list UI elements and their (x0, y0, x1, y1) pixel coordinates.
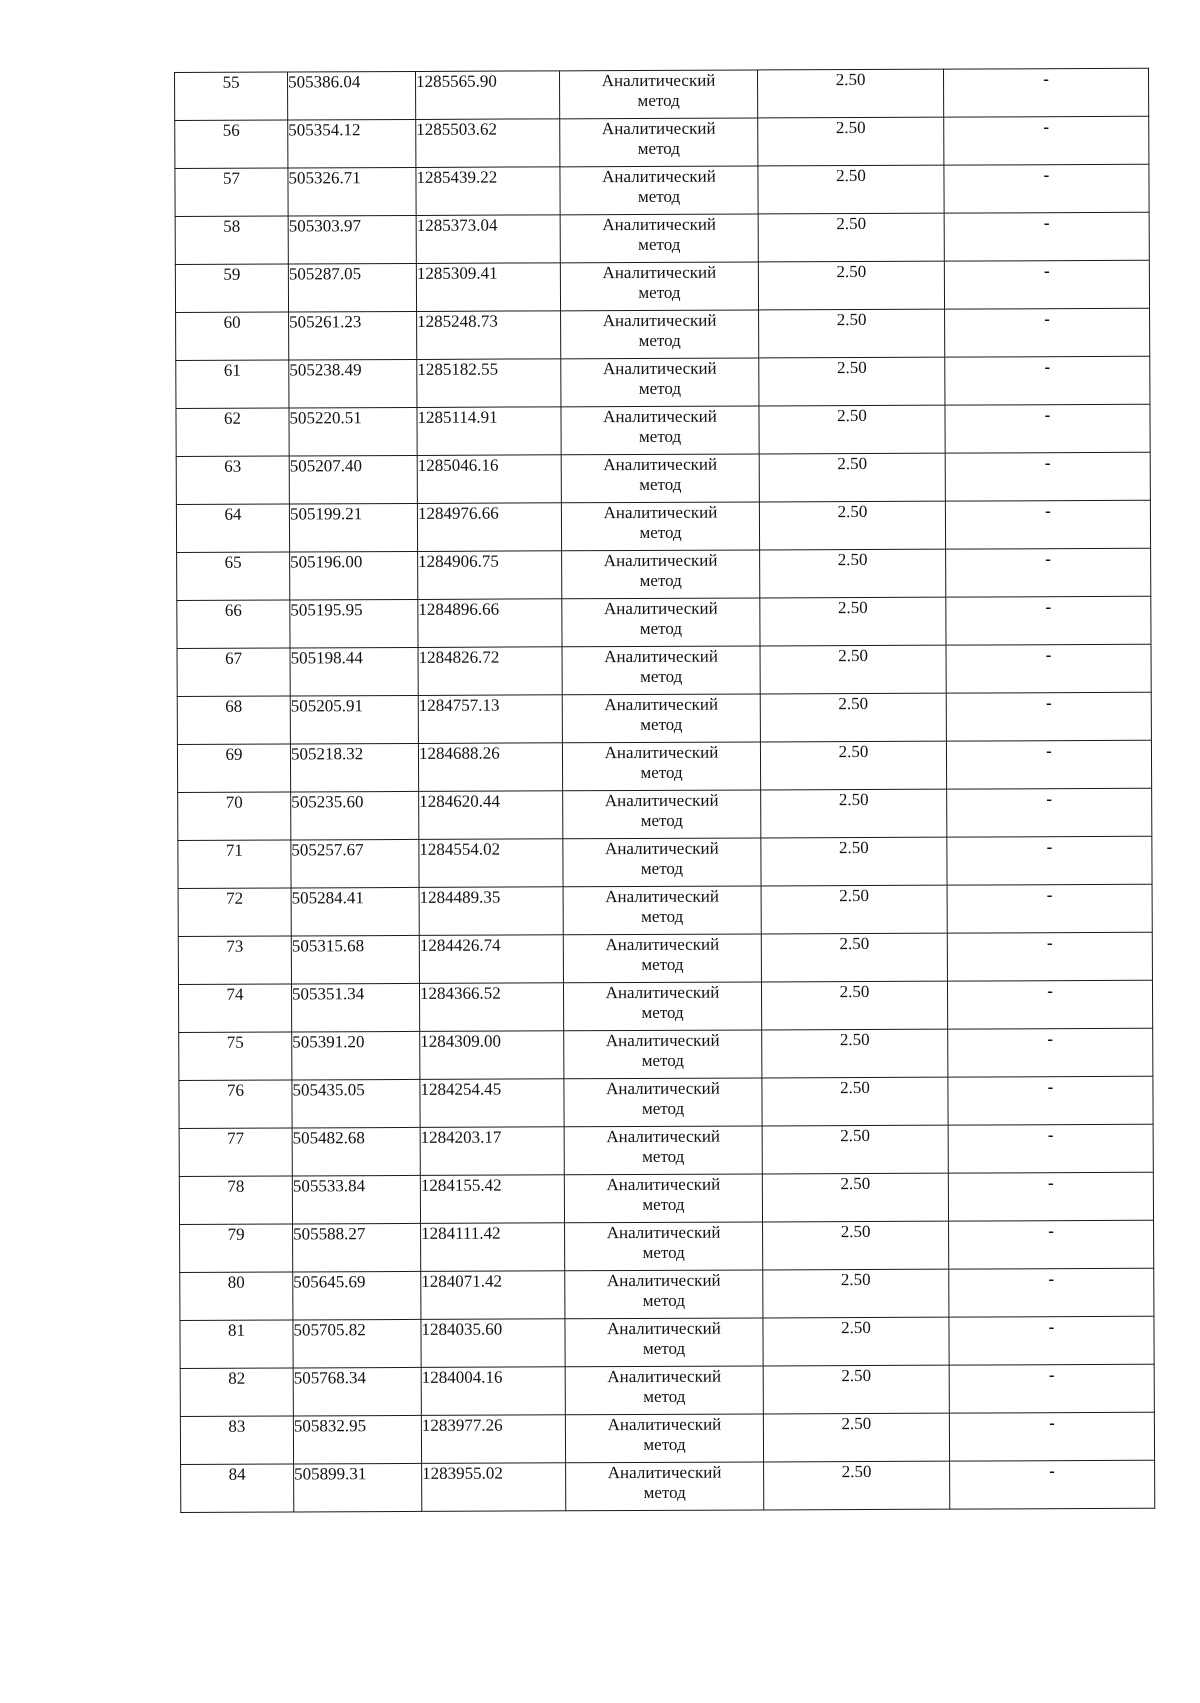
table-row (175, 116, 1149, 168)
method-line-2: метод (639, 570, 682, 590)
point-number-cell: 82 (180, 1368, 293, 1416)
x-coordinate-cell: 505326.71 (288, 167, 416, 216)
method-line-1: Аналитический (604, 790, 719, 811)
note-cell: - (949, 1268, 1154, 1317)
y-coordinate-cell: 1284489.35 (419, 887, 563, 936)
x-coordinate-cell: 505220.51 (289, 407, 417, 456)
method-line-1: Аналитический (601, 118, 716, 139)
y-coordinate-cell: 1283977.26 (421, 1415, 565, 1464)
point-number-cell: 84 (181, 1464, 294, 1512)
accuracy-cell: 2.50 (760, 549, 946, 598)
table-row (175, 68, 1149, 120)
accuracy-cell: 2.50 (761, 837, 947, 886)
table-row (178, 788, 1152, 840)
note-cell: - (947, 836, 1152, 885)
y-coordinate-cell: 1284155.42 (420, 1175, 564, 1224)
method-cell (560, 214, 758, 263)
table-row (176, 404, 1150, 456)
table-row (179, 1028, 1153, 1080)
y-coordinate-cell: 1284035.60 (421, 1319, 565, 1368)
method-line-2: метод (638, 234, 681, 254)
point-number-cell: 63 (176, 456, 289, 504)
method-cell (563, 934, 761, 983)
note-cell: - (947, 932, 1152, 981)
x-coordinate-cell: 505482.68 (292, 1127, 420, 1176)
table-row (179, 1076, 1153, 1128)
y-coordinate-cell: 1284071.42 (421, 1271, 565, 1320)
x-coordinate-cell: 505198.44 (290, 647, 418, 696)
x-coordinate-cell: 505257.67 (291, 839, 419, 888)
point-number-cell: 57 (175, 168, 288, 216)
accuracy-cell: 2.50 (760, 741, 946, 790)
method-line-1: Аналитический (603, 550, 718, 571)
method-line-1: Аналитический (606, 1270, 721, 1291)
note-cell: - (944, 116, 1149, 165)
method-cell (561, 310, 759, 359)
table-row (175, 260, 1149, 312)
method-cell (560, 166, 758, 215)
note-cell: - (946, 548, 1151, 597)
table-row (181, 1460, 1155, 1512)
y-coordinate-cell: 1285248.73 (417, 311, 561, 360)
accuracy-cell: 2.50 (759, 453, 945, 502)
method-cell (561, 454, 759, 503)
note-cell: - (949, 1220, 1154, 1269)
method-line-1: Аналитический (607, 1318, 721, 1339)
method-line-1: Аналитический (603, 406, 717, 427)
coordinates-table-body (175, 68, 1155, 1512)
note-cell: - (948, 1028, 1153, 1077)
method-line-2: метод (637, 138, 680, 158)
note-cell: - (944, 164, 1149, 213)
x-coordinate-cell: 505218.32 (290, 743, 418, 792)
method-cell (564, 1030, 762, 1079)
x-coordinate-cell: 505351.34 (291, 983, 419, 1032)
point-number-cell: 77 (179, 1128, 292, 1176)
method-line-1: Аналитический (605, 934, 720, 955)
table-row (180, 1316, 1154, 1368)
accuracy-cell: 2.50 (759, 309, 945, 358)
method-cell (562, 742, 760, 791)
method-cell (565, 1222, 763, 1271)
note-cell: - (948, 1076, 1153, 1125)
y-coordinate-cell: 1284976.66 (417, 503, 561, 552)
table-row (179, 1124, 1153, 1176)
point-number-cell: 80 (180, 1272, 293, 1320)
note-cell: - (947, 980, 1152, 1029)
table-row (176, 356, 1150, 408)
y-coordinate-cell: 1284426.74 (419, 935, 563, 984)
method-cell (561, 406, 759, 455)
point-number-cell: 75 (179, 1032, 292, 1080)
method-line-1: Аналитический (603, 454, 718, 475)
method-line-1: Аналитический (606, 1126, 721, 1147)
method-line-1: Аналитический (604, 838, 719, 859)
point-number-cell: 59 (175, 264, 288, 312)
y-coordinate-cell: 1284004.16 (421, 1367, 565, 1416)
accuracy-cell: 2.50 (760, 597, 946, 646)
y-coordinate-cell: 1285309.41 (416, 263, 560, 312)
table-row (177, 548, 1151, 600)
accuracy-cell: 2.50 (758, 117, 944, 166)
point-number-cell: 56 (175, 120, 288, 168)
accuracy-cell: 2.50 (761, 885, 947, 934)
method-cell (565, 1414, 763, 1463)
table-row (177, 692, 1151, 744)
x-coordinate-cell: 505832.95 (293, 1415, 421, 1464)
method-line-2: метод (638, 378, 682, 398)
method-line-2: метод (639, 474, 682, 494)
accuracy-cell: 2.50 (763, 1365, 949, 1414)
x-coordinate-cell: 505391.20 (292, 1031, 420, 1080)
y-coordinate-cell: 1284111.42 (421, 1223, 565, 1272)
method-line-1: Аналитический (604, 694, 719, 715)
method-line-1: Аналитический (605, 886, 719, 907)
table-row (176, 500, 1150, 552)
table-row (177, 644, 1151, 696)
method-line-2: метод (637, 186, 681, 206)
point-number-cell: 72 (178, 888, 291, 936)
table-row (178, 980, 1152, 1032)
method-line-2: метод (643, 1434, 686, 1454)
method-line-1: Аналитический (602, 262, 717, 283)
point-number-cell: 67 (177, 648, 290, 696)
note-cell: - (948, 1172, 1153, 1221)
accuracy-cell: 2.50 (759, 501, 945, 550)
table-row (177, 596, 1151, 648)
method-line-2: метод (641, 954, 684, 974)
note-cell: - (948, 1124, 1153, 1173)
x-coordinate-cell: 505386.04 (288, 71, 416, 120)
method-line-2: метод (640, 762, 683, 782)
note-cell: - (945, 452, 1150, 501)
method-cell (561, 358, 759, 407)
accuracy-cell: 2.50 (760, 645, 946, 694)
method-cell (566, 1462, 764, 1511)
table-row (178, 836, 1152, 888)
method-line-1: Аналитический (606, 1222, 721, 1243)
table-row (175, 212, 1149, 264)
accuracy-cell: 2.50 (761, 933, 947, 982)
table-row (178, 932, 1152, 984)
accuracy-cell: 2.50 (762, 1125, 948, 1174)
x-coordinate-cell: 505533.84 (292, 1175, 420, 1224)
table-row (177, 740, 1151, 792)
note-cell: - (949, 1316, 1154, 1365)
x-coordinate-cell: 505588.27 (293, 1223, 421, 1272)
accuracy-cell: 2.50 (758, 213, 944, 262)
accuracy-cell: 2.50 (762, 1029, 948, 1078)
method-cell (562, 694, 760, 743)
method-line-2: метод (643, 1386, 686, 1406)
x-coordinate-cell: 505899.31 (294, 1463, 422, 1512)
note-cell: - (949, 1364, 1154, 1413)
x-coordinate-cell: 505207.40 (289, 455, 417, 504)
accuracy-cell: 2.50 (761, 981, 947, 1030)
accuracy-cell: 2.50 (760, 693, 946, 742)
method-line-1: Аналитический (601, 70, 716, 91)
method-line-2: метод (641, 1098, 685, 1118)
y-coordinate-cell: 1285046.16 (417, 455, 561, 504)
y-coordinate-cell: 1284366.52 (419, 983, 563, 1032)
point-number-cell: 79 (180, 1224, 293, 1272)
note-cell: - (945, 356, 1150, 405)
method-line-2: метод (638, 282, 681, 302)
method-line-1: Аналитический (602, 310, 717, 331)
y-coordinate-cell: 1284554.02 (419, 839, 563, 888)
note-cell: - (946, 644, 1151, 693)
table-row (180, 1268, 1154, 1320)
x-coordinate-cell: 505354.12 (288, 119, 416, 168)
point-number-cell: 68 (177, 696, 290, 744)
method-line-2: метод (642, 1194, 685, 1214)
method-line-1: Аналитический (602, 214, 717, 235)
point-number-cell: 71 (178, 840, 291, 888)
note-cell: - (945, 404, 1150, 453)
note-cell: - (944, 212, 1149, 261)
accuracy-cell: 2.50 (762, 1173, 948, 1222)
method-cell (565, 1366, 763, 1415)
note-cell: - (947, 884, 1152, 933)
point-number-cell: 69 (177, 744, 290, 792)
note-cell: - (949, 1412, 1154, 1461)
method-cell (563, 982, 761, 1031)
method-line-2: метод (640, 714, 683, 734)
point-number-cell: 64 (176, 504, 289, 552)
y-coordinate-cell: 1284203.17 (420, 1127, 564, 1176)
y-coordinate-cell: 1283955.02 (422, 1463, 566, 1512)
method-line-2: метод (642, 1146, 685, 1166)
method-line-2: метод (642, 1290, 685, 1310)
method-line-2: метод (641, 1050, 684, 1070)
accuracy-cell: 2.50 (758, 165, 944, 214)
method-cell (561, 502, 759, 551)
accuracy-cell: 2.50 (762, 1077, 948, 1126)
note-cell: - (946, 692, 1151, 741)
point-number-cell: 78 (179, 1176, 292, 1224)
method-cell (562, 646, 760, 695)
y-coordinate-cell: 1285182.55 (417, 359, 561, 408)
note-cell: - (945, 500, 1150, 549)
y-coordinate-cell: 1284688.26 (418, 743, 562, 792)
method-line-1: Аналитический (603, 502, 718, 523)
method-line-1: Аналитический (606, 1174, 721, 1195)
y-coordinate-cell: 1284826.72 (418, 647, 562, 696)
method-cell (560, 262, 758, 311)
coordinates-table (174, 68, 1155, 1513)
table-row (180, 1364, 1154, 1416)
point-number-cell: 61 (176, 360, 289, 408)
method-line-2: метод (638, 330, 681, 350)
x-coordinate-cell: 505195.95 (290, 599, 418, 648)
accuracy-cell: 2.50 (758, 261, 944, 310)
method-cell (565, 1270, 763, 1319)
method-line-2: метод (639, 522, 682, 542)
y-coordinate-cell: 1284620.44 (419, 791, 563, 840)
x-coordinate-cell: 505205.91 (290, 695, 418, 744)
point-number-cell: 74 (178, 984, 291, 1032)
method-cell (564, 1174, 762, 1223)
accuracy-cell: 2.50 (759, 357, 945, 406)
note-cell: - (945, 308, 1150, 357)
method-line-1: Аналитический (605, 982, 720, 1003)
note-cell: - (946, 740, 1151, 789)
x-coordinate-cell: 505435.05 (292, 1079, 420, 1128)
method-cell (563, 838, 761, 887)
accuracy-cell: 2.50 (763, 1317, 949, 1366)
method-line-2: метод (637, 90, 680, 110)
method-cell (562, 550, 760, 599)
point-number-cell: 83 (180, 1416, 293, 1464)
x-coordinate-cell: 505284.41 (291, 887, 419, 936)
method-line-1: Аналитический (603, 598, 718, 619)
method-line-2: метод (642, 1242, 685, 1262)
method-line-2: метод (642, 1338, 686, 1358)
y-coordinate-cell: 1284896.66 (418, 599, 562, 648)
x-coordinate-cell: 505645.69 (293, 1271, 421, 1320)
method-line-1: Аналитический (606, 1078, 720, 1099)
note-cell: - (944, 260, 1149, 309)
x-coordinate-cell: 505238.49 (289, 359, 417, 408)
note-cell: - (946, 596, 1151, 645)
method-cell (563, 886, 761, 935)
x-coordinate-cell: 505261.23 (289, 311, 417, 360)
note-cell: - (943, 68, 1148, 117)
accuracy-cell: 2.50 (764, 1461, 950, 1510)
y-coordinate-cell: 1285503.62 (416, 119, 560, 168)
point-number-cell: 62 (176, 408, 289, 456)
method-line-1: Аналитический (604, 646, 718, 667)
table-row (175, 164, 1149, 216)
method-cell (564, 1078, 762, 1127)
method-line-1: Аналитический (607, 1366, 722, 1387)
point-number-cell: 55 (175, 72, 288, 120)
table-row (178, 884, 1152, 936)
y-coordinate-cell: 1284757.13 (418, 695, 562, 744)
method-line-1: Аналитический (607, 1462, 722, 1483)
note-cell: - (950, 1460, 1155, 1509)
method-line-2: метод (639, 618, 683, 638)
x-coordinate-cell: 505768.34 (293, 1367, 421, 1416)
point-number-cell: 81 (180, 1320, 293, 1368)
method-line-1: Аналитический (602, 166, 716, 187)
y-coordinate-cell: 1285373.04 (416, 215, 560, 264)
method-cell (565, 1318, 763, 1367)
accuracy-cell: 2.50 (763, 1221, 949, 1270)
method-line-2: метод (640, 810, 683, 830)
accuracy-cell: 2.50 (763, 1413, 949, 1462)
y-coordinate-cell: 1284254.45 (420, 1079, 564, 1128)
method-line-2: метод (641, 1002, 684, 1022)
method-line-1: Аналитический (605, 1030, 720, 1051)
x-coordinate-cell: 505287.05 (288, 263, 416, 312)
method-cell (564, 1126, 762, 1175)
x-coordinate-cell: 505196.00 (290, 551, 418, 600)
x-coordinate-cell: 505235.60 (291, 791, 419, 840)
method-cell (560, 118, 758, 167)
method-line-1: Аналитический (604, 742, 719, 763)
method-line-2: метод (640, 858, 684, 878)
y-coordinate-cell: 1285114.91 (417, 407, 561, 456)
y-coordinate-cell: 1285439.22 (416, 167, 560, 216)
method-line-2: метод (638, 426, 682, 446)
x-coordinate-cell: 505705.82 (293, 1319, 421, 1368)
point-number-cell: 66 (177, 600, 290, 648)
table-row (176, 308, 1150, 360)
accuracy-cell: 2.50 (761, 789, 947, 838)
method-line-2: метод (640, 666, 683, 686)
point-number-cell: 76 (179, 1080, 292, 1128)
accuracy-cell: 2.50 (757, 69, 943, 118)
method-line-2: метод (641, 906, 684, 926)
point-number-cell: 73 (178, 936, 291, 984)
y-coordinate-cell: 1285565.90 (415, 71, 559, 120)
x-coordinate-cell: 505315.68 (291, 935, 419, 984)
table-row (180, 1220, 1154, 1272)
point-number-cell: 65 (177, 552, 290, 600)
table-row (176, 452, 1150, 504)
method-line-2: метод (643, 1482, 686, 1502)
method-line-1: Аналитический (607, 1414, 722, 1435)
method-cell (562, 598, 760, 647)
accuracy-cell: 2.50 (759, 405, 945, 454)
point-number-cell: 70 (178, 792, 291, 840)
x-coordinate-cell: 505199.21 (289, 503, 417, 552)
y-coordinate-cell: 1284906.75 (418, 551, 562, 600)
table-row (180, 1412, 1154, 1464)
note-cell: - (947, 788, 1152, 837)
point-number-cell: 58 (175, 216, 288, 264)
accuracy-cell: 2.50 (763, 1269, 949, 1318)
method-line-1: Аналитический (602, 358, 717, 379)
point-number-cell: 60 (176, 312, 289, 360)
method-cell (559, 70, 757, 119)
y-coordinate-cell: 1284309.00 (420, 1031, 564, 1080)
x-coordinate-cell: 505303.97 (288, 215, 416, 264)
table-row (179, 1172, 1153, 1224)
method-cell (563, 790, 761, 839)
